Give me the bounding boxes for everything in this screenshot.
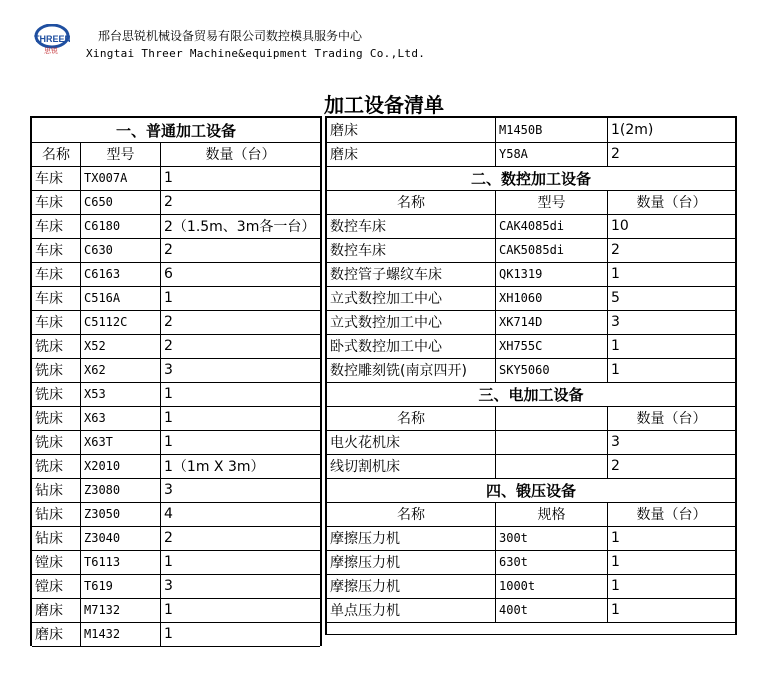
equipment-name: 电火花机床 bbox=[330, 435, 400, 451]
column-header-model: 型号 bbox=[80, 142, 160, 166]
equipment-name: 磨床 bbox=[330, 147, 358, 163]
table-row bbox=[327, 118, 735, 143]
equipment-model: 300t bbox=[495, 526, 607, 550]
table-row bbox=[32, 430, 320, 455]
equipment-quantity: 1 bbox=[160, 406, 320, 430]
equipment-model: X63 bbox=[80, 406, 160, 430]
equipment-quantity: 1 bbox=[607, 598, 735, 622]
table-row bbox=[327, 142, 735, 167]
table-row bbox=[32, 334, 320, 359]
general-equipment-table bbox=[30, 116, 322, 646]
equipment-model: X2010 bbox=[80, 454, 160, 478]
table-row bbox=[32, 382, 320, 407]
equipment-model: CAK4085di bbox=[495, 214, 607, 238]
equipment-quantity: 1 bbox=[607, 262, 735, 286]
equipment-name: 车床 bbox=[35, 243, 63, 259]
logo-subtext: 思锐 bbox=[44, 47, 58, 55]
table-row bbox=[327, 310, 735, 335]
equipment-name: 镗床 bbox=[35, 555, 63, 571]
equipment-name: 立式数控加工中心 bbox=[330, 291, 442, 307]
equipment-quantity: 4 bbox=[160, 502, 320, 526]
equipment-quantity: 1 bbox=[607, 526, 735, 550]
column-header-model: 型号 bbox=[495, 190, 607, 214]
equipment-model: X63T bbox=[80, 430, 160, 454]
equipment-name: 车床 bbox=[35, 195, 63, 211]
equipment-model: XH755C bbox=[495, 334, 607, 358]
equipment-name: 摩擦压力机 bbox=[330, 555, 400, 571]
column-header-model bbox=[495, 406, 607, 430]
equipment-name: 数控车床 bbox=[330, 219, 386, 235]
table-row bbox=[327, 334, 735, 359]
column-header-name: 名称 bbox=[397, 411, 425, 427]
equipment-name: 车床 bbox=[35, 219, 63, 235]
section-title: 一、普通加工设备 bbox=[115, 121, 236, 140]
equipment-model: QK1319 bbox=[495, 262, 607, 286]
equipment-quantity: 1 bbox=[607, 334, 735, 358]
equipment-quantity: 1 bbox=[160, 430, 320, 454]
company-logo bbox=[32, 24, 70, 56]
table-row bbox=[327, 526, 735, 551]
equipment-name: 摩擦压力机 bbox=[330, 579, 400, 595]
equipment-quantity: 1 bbox=[607, 358, 735, 382]
table-row bbox=[327, 358, 735, 383]
equipment-quantity: 5 bbox=[607, 286, 735, 310]
logo-icon bbox=[32, 24, 70, 56]
equipment-name: 数控管子螺纹车床 bbox=[330, 267, 442, 283]
section-header-row bbox=[32, 118, 320, 143]
table-row bbox=[32, 478, 320, 503]
table-row bbox=[32, 238, 320, 263]
equipment-name: 镗床 bbox=[35, 579, 63, 595]
equipment-model: M1450B bbox=[495, 118, 607, 142]
equipment-name: 摩擦压力机 bbox=[330, 531, 400, 547]
column-header-quantity: 数量（台） bbox=[160, 142, 320, 166]
equipment-model: T6113 bbox=[80, 550, 160, 574]
table-row bbox=[32, 286, 320, 311]
equipment-quantity: 3 bbox=[607, 430, 735, 454]
equipment-name: 铣床 bbox=[35, 339, 63, 355]
section-header-row bbox=[327, 382, 735, 407]
table-row bbox=[327, 598, 735, 623]
equipment-name: 车床 bbox=[35, 267, 63, 283]
table-row bbox=[327, 286, 735, 311]
table-row bbox=[32, 166, 320, 191]
table-row bbox=[327, 574, 735, 599]
table-row bbox=[327, 430, 735, 455]
equipment-quantity: 1 bbox=[160, 622, 320, 646]
equipment-name: 车床 bbox=[35, 291, 63, 307]
equipment-model: X53 bbox=[80, 382, 160, 406]
equipment-model: C516A bbox=[80, 286, 160, 310]
column-header-quantity: 数量（台） bbox=[607, 190, 735, 214]
equipment-model: 400t bbox=[495, 598, 607, 622]
equipment-name: 磨床 bbox=[330, 123, 358, 139]
equipment-quantity: 1 bbox=[160, 550, 320, 574]
table-row bbox=[32, 214, 320, 239]
equipment-model: TX007A bbox=[80, 166, 160, 190]
equipment-model: X62 bbox=[80, 358, 160, 382]
table-row bbox=[327, 550, 735, 575]
equipment-model: M7132 bbox=[80, 598, 160, 622]
equipment-name: 磨床 bbox=[35, 627, 63, 643]
table-row bbox=[32, 598, 320, 623]
equipment-name: 铣床 bbox=[35, 459, 63, 475]
section-header-row bbox=[327, 166, 735, 191]
equipment-quantity: 2（1.5m、3m各一台） bbox=[160, 214, 320, 238]
equipment-quantity: 2 bbox=[607, 142, 735, 166]
column-header-name: 名称 bbox=[397, 195, 425, 211]
table-row bbox=[327, 214, 735, 239]
table-row bbox=[327, 238, 735, 263]
table-row bbox=[32, 526, 320, 551]
equipment-name: 铣床 bbox=[35, 411, 63, 427]
equipment-quantity: 6 bbox=[160, 262, 320, 286]
equipment-model: Z3050 bbox=[80, 502, 160, 526]
table-row bbox=[32, 454, 320, 479]
section-header-row bbox=[327, 478, 735, 503]
logo-text: THREEN bbox=[34, 34, 70, 44]
equipment-name: 钻床 bbox=[35, 483, 63, 499]
equipment-name: 钻床 bbox=[35, 531, 63, 547]
equipment-name: 铣床 bbox=[35, 387, 63, 403]
equipment-model: SKY5060 bbox=[495, 358, 607, 382]
column-header-name: 名称 bbox=[42, 147, 70, 163]
equipment-model: 1000t bbox=[495, 574, 607, 598]
equipment-name: 车床 bbox=[35, 315, 63, 331]
equipment-quantity: 1 bbox=[160, 166, 320, 190]
equipment-name: 磨床 bbox=[35, 603, 63, 619]
equipment-quantity: 10 bbox=[607, 214, 735, 238]
equipment-quantity: 1(2m) bbox=[607, 118, 735, 142]
section-title: 二、数控加工设备 bbox=[470, 169, 591, 188]
equipment-model: C6180 bbox=[80, 214, 160, 238]
equipment-name: 钻床 bbox=[35, 507, 63, 523]
company-name-cn: 邢台思锐机械设备贸易有限公司数控模具服务中心 bbox=[98, 29, 363, 43]
equipment-quantity: 2 bbox=[160, 334, 320, 358]
table-row bbox=[32, 190, 320, 215]
table-row bbox=[327, 262, 735, 287]
column-header-row bbox=[327, 406, 735, 431]
equipment-model bbox=[495, 430, 607, 454]
equipment-quantity: 2 bbox=[160, 190, 320, 214]
equipment-name: 铣床 bbox=[35, 363, 63, 379]
column-header-model: 规格 bbox=[495, 502, 607, 526]
equipment-quantity: 2 bbox=[607, 454, 735, 478]
equipment-quantity: 1 bbox=[160, 382, 320, 406]
equipment-quantity: 3 bbox=[160, 358, 320, 382]
equipment-quantity: 1 bbox=[607, 550, 735, 574]
equipment-name: 数控车床 bbox=[330, 243, 386, 259]
equipment-name: 卧式数控加工中心 bbox=[330, 339, 442, 355]
equipment-quantity: 2 bbox=[160, 526, 320, 550]
section-title: 四、锻压设备 bbox=[485, 481, 576, 500]
equipment-model: XK714D bbox=[495, 310, 607, 334]
equipment-model: 630t bbox=[495, 550, 607, 574]
equipment-name: 立式数控加工中心 bbox=[330, 315, 442, 331]
column-header-row bbox=[327, 502, 735, 527]
equipment-quantity: 1 bbox=[160, 598, 320, 622]
equipment-quantity: 1 bbox=[607, 574, 735, 598]
column-header-row bbox=[327, 190, 735, 215]
equipment-model bbox=[495, 454, 607, 478]
equipment-model: C630 bbox=[80, 238, 160, 262]
table-row bbox=[327, 454, 735, 479]
table-row bbox=[32, 262, 320, 287]
table-row bbox=[32, 502, 320, 527]
equipment-model: Z3080 bbox=[80, 478, 160, 502]
section-title: 三、电加工设备 bbox=[478, 385, 584, 404]
equipment-model: Z3040 bbox=[80, 526, 160, 550]
equipment-model: CAK5085di bbox=[495, 238, 607, 262]
equipment-quantity: 2 bbox=[607, 238, 735, 262]
right-equipment-table bbox=[325, 116, 737, 635]
equipment-model: C5112C bbox=[80, 310, 160, 334]
equipment-quantity: 3 bbox=[160, 478, 320, 502]
column-header-name: 名称 bbox=[397, 507, 425, 523]
equipment-name: 铣床 bbox=[35, 435, 63, 451]
table-row bbox=[32, 622, 320, 647]
equipment-name: 线切割机床 bbox=[330, 459, 400, 475]
equipment-name: 车床 bbox=[35, 171, 63, 187]
column-header-quantity: 数量（台） bbox=[607, 502, 735, 526]
equipment-model: C650 bbox=[80, 190, 160, 214]
table-row bbox=[32, 550, 320, 575]
equipment-quantity: 3 bbox=[607, 310, 735, 334]
table-row bbox=[32, 574, 320, 599]
equipment-quantity: 1 bbox=[160, 286, 320, 310]
equipment-model: C6163 bbox=[80, 262, 160, 286]
column-header-row bbox=[32, 142, 320, 167]
equipment-quantity: 2 bbox=[160, 238, 320, 262]
company-name-en: Xingtai Threer Machine&equipment Trading Co.,Ltd. bbox=[86, 47, 426, 60]
equipment-model: X52 bbox=[80, 334, 160, 358]
equipment-quantity: 3 bbox=[160, 574, 320, 598]
equipment-model: Y58A bbox=[495, 142, 607, 166]
table-row bbox=[32, 358, 320, 383]
table-row bbox=[32, 310, 320, 335]
equipment-name: 数控雕刻铣(南京四开) bbox=[330, 363, 467, 379]
equipment-name: 单点压力机 bbox=[330, 603, 400, 619]
equipment-model: T619 bbox=[80, 574, 160, 598]
table-row bbox=[32, 406, 320, 431]
equipment-model: XH1060 bbox=[495, 286, 607, 310]
equipment-quantity: 2 bbox=[160, 310, 320, 334]
equipment-model: M1432 bbox=[80, 622, 160, 646]
page-title: 加工设备清单 bbox=[324, 93, 444, 117]
equipment-quantity: 1（1m X 3m） bbox=[160, 454, 320, 478]
column-header-quantity: 数量（台） bbox=[607, 406, 735, 430]
